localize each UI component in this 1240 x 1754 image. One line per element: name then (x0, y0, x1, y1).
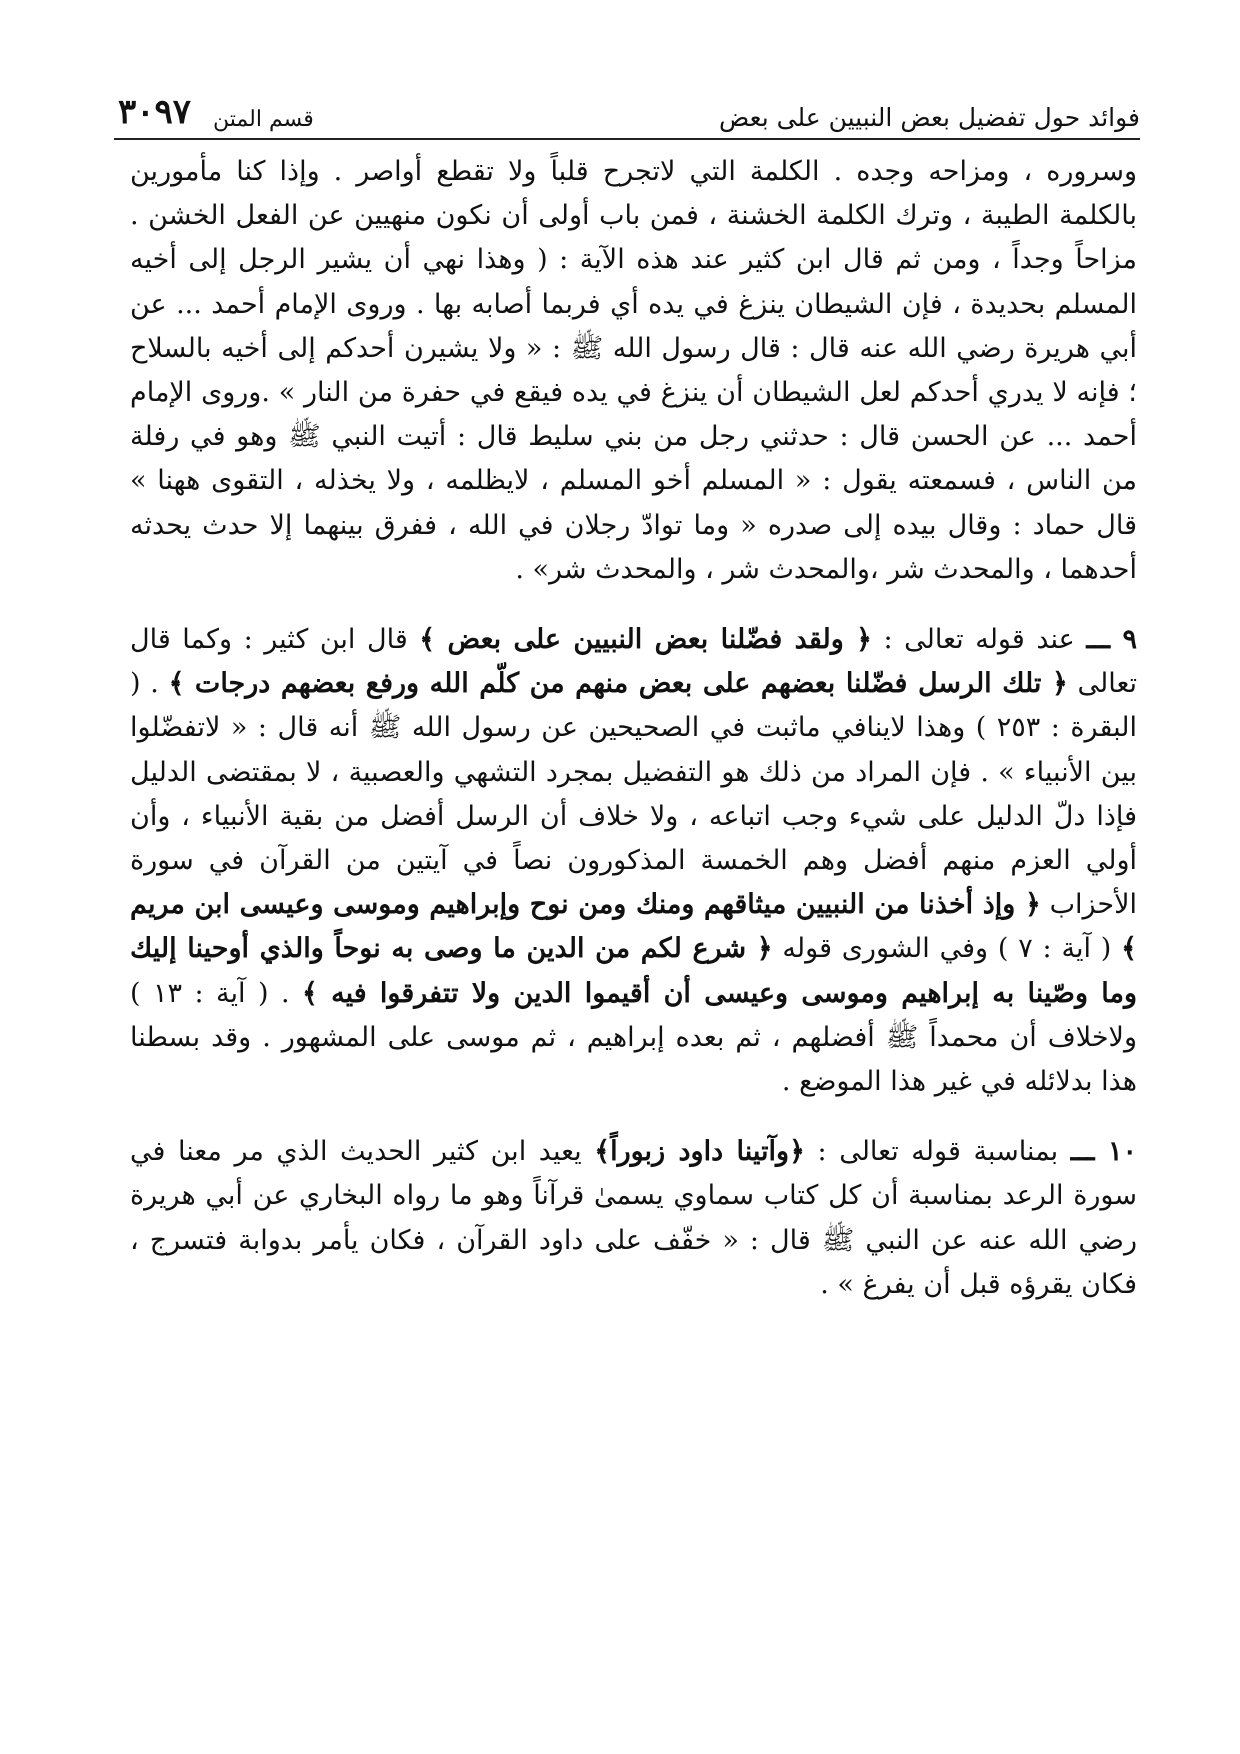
quran-quote: ﴿ وإذ أخذنا من النبيين ميثاقهم ومنك ومن نوح وإبراهيم وموسى وعيسى ابن مريم ﴾ (130, 889, 1137, 965)
page-number: ٣٠٩٧ (118, 92, 192, 132)
paragraph-text: . ( البقرة : ٢٥٣ ) وهذا لاينافي ماثبت في الصحيحين عن رسول الله ﷺ أنه قال : « لاتفضّلوا بين الأنبياء » . فإن المراد من ذلك هو التفضيل بمجرد التشهي والعصبية ، لا بمقتضى الدليل فإذا دلّ الدليل على شيء وجب اتباعه ، ولا خلاف أن الرسل أفضل من بقية الأنبياء ، وأن أولي العزم منهم أفضل وهم الخمسة المذكورون نصاً في آيتين من القرآن في سورة الأحزاب (130, 668, 1137, 921)
paragraph-text: قال ابن كثير : وكما قال تعالى (130, 624, 1137, 700)
header-divider (114, 138, 1140, 140)
paragraph-text: . ( آية : ١٣ ) ولاخلاف أن محمداً ﷺ أفضلهم ، ثم بعده إبراهيم ، ثم موسى على المشهور . وقد بسطنا هذا بدلائله في غير هذا الموضع . (130, 977, 1137, 1098)
paragraph-text: عند قوله تعالى : (883, 624, 1075, 656)
paragraph-10 (130, 1130, 1137, 1307)
quran-quote: ﴿وآتينا داود زبوراً﴾ (594, 1136, 805, 1168)
section-name: قسم المتن (213, 107, 314, 132)
page-header (118, 88, 1140, 132)
paragraph-text: يعيد ابن كثير الحديث الذي مر معنا في سورة الرعد بمناسبة أن كل كتاب سماوي يسمىٰ قرآناً وهو ما رواه البخاري عن أبي هريرة رضي الله عنه عن النبي ﷺ قال : « خفّف على داود القرآن ، فكان يأمر بدوابة فتسرج ، فكان يقرؤه قبل أن يفرغ » . (130, 1136, 1138, 1300)
paragraph-number: ١٠ ـــ (1070, 1136, 1137, 1168)
paragraph-number: ٩ ـــ (1086, 624, 1137, 656)
body-text (130, 150, 1137, 1307)
paragraph-continuation (130, 150, 1137, 592)
quran-quote: ﴿ شرع لكم من الدين ما وصى به نوحاً والذي أوحينا إليك وما وصّينا به إبراهيم وموسى وعيسى أن أقيموا الدين ولا تتفرقوا فيه ﴾ (130, 933, 1137, 1009)
paragraph-text: وسروره ، ومزاحه وجده . الكلمة التي لاتجرح قلباً ولا تقطع أواصر . وإذا كنا مأمورين بالكلمة الطيبة ، وترك الكلمة الخشنة ، فمن باب أولى أن نكون منهيين عن الفعل الخشن . مزاحاً وجداً ، ومن ثم قال ابن كثير عند هذه الآية : ( وهذا نهي أن يشير الرجل إلى أخيه المسلم بحديدة ، فإن الشيطان ينزغ في يده أي فربما أصابه بها . وروى الإمام أحمد ... عن أبي هريرة رضي الله عنه قال : قال رسول الله ﷺ : « ولا يشيرن أحدكم إلى أخيه بالسلاح ؛ فإنه لا يدري أحدكم لعل الشيطان أن ينزغ في يده فيقع في حفرة من النار » .وروى الإمام أحمد ... عن الحسن قال : حدثني رجل من بني سليط قال : أتيت النبي ﷺ وهو في رفلة من الناس ، فسمعته يقول : « المسلم أخو المسلم ، لايظلمه ، ولا يخذله ، التقوى ههنا » قال حماد : وقال بيده إلى صدره « وما توادّ رجلان في الله ، ففرق بينهما إلا حدث يحدثه أحدهما ، والمحدث شر ،والمحدث شر ، والمحدث شر» . (130, 156, 1138, 585)
paragraph-9 (130, 618, 1137, 1104)
paragraph-text: بمناسبة قوله تعالى : (817, 1136, 1059, 1168)
header-left-group (118, 92, 314, 132)
quran-quote: ﴿ تلك الرسل فضّلنا بعضهم على بعض منهم من كلّم الله ورفع بعضهم درجات ﴾ (168, 668, 1068, 700)
paragraph-text: ( آية : ٧ ) وفي الشورى قوله (782, 933, 1112, 965)
running-title: فوائد حول تفضيل بعض النبيين على بعض (719, 103, 1140, 132)
quran-quote: ﴿ ولقد فضّلنا بعض النبيين على بعض ﴾ (419, 624, 872, 656)
